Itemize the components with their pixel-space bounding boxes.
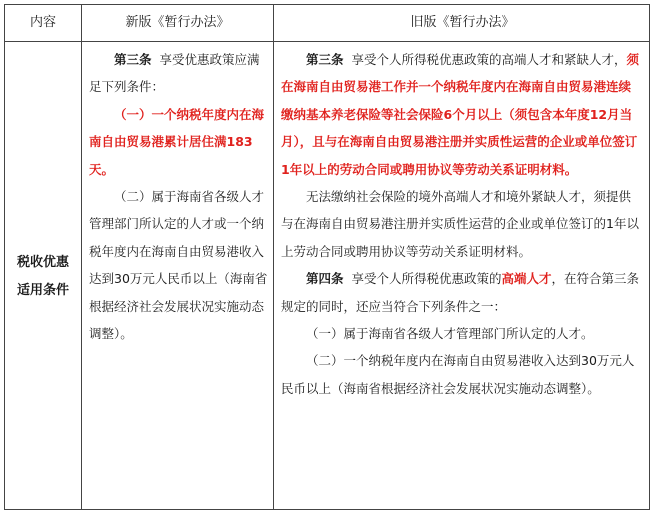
new-article-3 (89, 46, 269, 101)
header-content: 内容 (29, 15, 56, 30)
old-article-4-lead: 享受个人所得税优惠政策的 (351, 271, 502, 287)
old-article-4-title: 第四条 (306, 271, 344, 287)
old-article-4-emphasis: 高端人才 (501, 271, 552, 287)
new-condition-2: （二）属于海南省各级人才管理部门所认定的人才或一个纳税年度内在海南自由贸易港收入达到30万元人民币以上（海南省根据经济社会发展状况实施动态调整）。 (89, 189, 268, 342)
old-article-3-title: 第三条 (306, 52, 344, 67)
old-version-cell (281, 46, 643, 402)
header-divider (5, 41, 649, 42)
row-label-line1: 税收优惠 (16, 255, 69, 270)
row-label-line2: 适用条件 (16, 283, 69, 298)
row-label (5, 249, 81, 305)
old-condition-1: （一）属于海南省各级人才管理部门所认定的人才。 (306, 326, 594, 342)
new-version-cell (89, 46, 269, 347)
header-old-version: 旧版《暂行办法》 (410, 15, 515, 30)
old-article-4 (281, 265, 643, 320)
old-condition-2: （二）一个纳税年度内在海南自由贸易港收入达到30万元人民币以上（海南省根据经济社会发展状况实施动态调整）。 (281, 353, 635, 396)
table-frame (4, 4, 650, 510)
column-divider (273, 5, 274, 509)
old-article-3-emphasis: 须在海南自由贸易港工作并一个纳税年度内在海南自由贸易港连续缴纳基本养老保险等社会保险6个月以上（须包含本年度12月当月），且与在海南自由贸易港注册并实质性运营的企业或单位签订1年以上的劳动合同或聘用协议等劳动关系证明材料。 (281, 52, 639, 177)
new-condition-1: （一）一个纳税年度内在海南自由贸易港累计居住满183天。 (89, 106, 265, 177)
old-article-4-tail: ，在符合第三条规定的同时，还应当符合下列条件之一： (281, 271, 640, 314)
old-article-3-lead: 享受个人所得税优惠政策的高端人才和紧缺人才， (351, 52, 627, 67)
new-article-3-title: 第三条 (114, 52, 152, 67)
header-new-version: 新版《暂行办法》 (125, 15, 230, 30)
new-article-3-text: 享受优惠政策应满足下列条件： (89, 52, 260, 95)
old-article-3 (281, 46, 643, 183)
column-divider (81, 5, 82, 509)
old-overseas-paragraph: 无法缴纳社会保险的境外高端人才和境外紧缺人才，须提供与在海南自由贸易港注册并实质性运营的企业或单位签订的1年以上劳动合同或聘用协议等劳动关系证明材料。 (281, 189, 639, 259)
